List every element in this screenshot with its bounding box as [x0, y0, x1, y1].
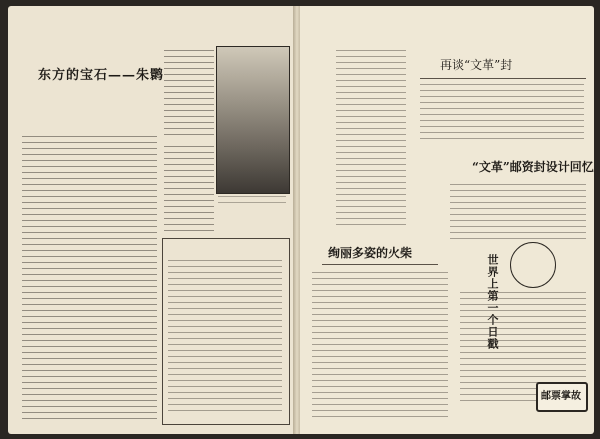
article-body	[22, 136, 157, 424]
vertical-article-body	[336, 50, 406, 230]
fire-article-title: 绚丽多姿的火柴	[328, 246, 413, 260]
right-page	[300, 6, 594, 434]
left-page	[8, 6, 296, 434]
world-first-title: 世界上第一个日戳	[486, 254, 499, 350]
fire-title-rule	[322, 264, 438, 265]
fire-article-body	[312, 272, 448, 422]
article-title: 东方的宝石——朱鹮	[38, 68, 165, 83]
calligraphy-seal-text: 邮票掌故	[541, 391, 581, 402]
sidebar-column-text	[164, 50, 214, 140]
header-article-title: 再谈“文革”封	[440, 58, 513, 72]
header-article-body	[420, 84, 584, 140]
sidebar-column-text-2	[164, 146, 214, 236]
photo-caption	[218, 196, 286, 208]
crested-ibis-photo	[216, 46, 290, 194]
special-article-body	[450, 184, 586, 242]
header-rule	[420, 78, 586, 79]
special-article-title: “文革”邮资封设计回忆	[472, 160, 594, 174]
postmark-seal	[510, 242, 556, 288]
stamp-list-items	[168, 260, 282, 416]
